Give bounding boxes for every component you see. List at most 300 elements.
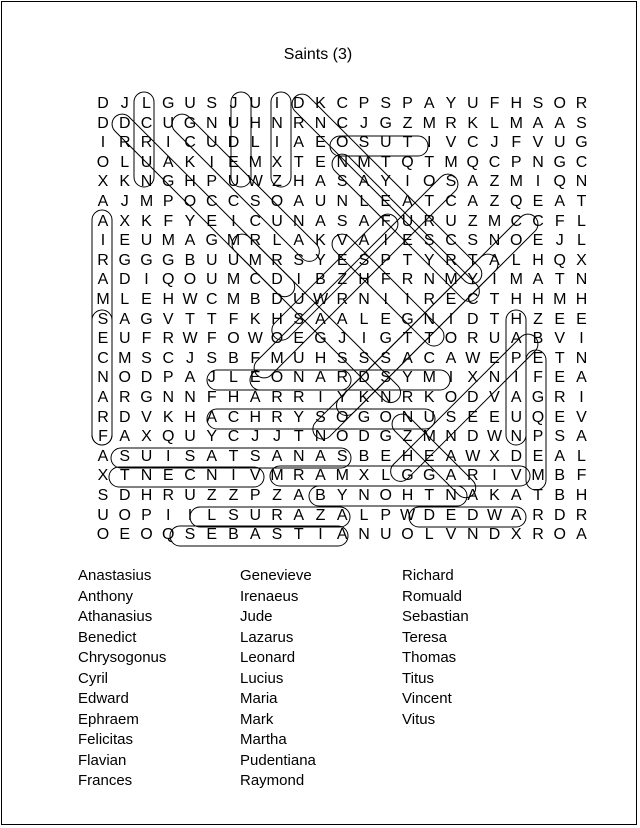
grid-letter: S — [141, 349, 152, 367]
grid-letter: S — [467, 232, 479, 250]
grid-letter: F — [380, 271, 391, 289]
grid-letter: C — [575, 153, 588, 171]
grid-letter: N — [575, 349, 588, 367]
grid-letter: H — [575, 291, 588, 308]
grid-letter: E — [402, 232, 413, 250]
grid-letter: E — [445, 506, 457, 524]
grid-letter: L — [577, 212, 586, 230]
grid-letter: S — [445, 408, 457, 426]
grid-letter: I — [383, 291, 388, 308]
grid-letter: R — [336, 369, 349, 387]
grid-letter: O — [140, 526, 153, 544]
grid-letter: N — [205, 467, 218, 485]
grid-letter: V — [532, 134, 544, 152]
grid-letter: T — [293, 526, 304, 544]
grid-letter: O — [553, 95, 566, 112]
grid-letter: J — [120, 193, 129, 210]
grid-letter: S — [336, 212, 348, 230]
grid-letter: S — [249, 447, 261, 465]
grid-letter: W — [486, 506, 503, 524]
grid-letter: J — [229, 95, 238, 112]
grid-letter: U — [488, 330, 501, 348]
grid-letter: N — [488, 369, 501, 387]
grid-letter: H — [249, 408, 262, 426]
grid-letter: R — [532, 526, 544, 544]
grid-letter: U — [140, 232, 153, 250]
grid-letter: P — [358, 95, 370, 112]
grid-letter: Z — [489, 193, 500, 210]
grid-letter: S — [97, 310, 109, 328]
grid-letter: O — [270, 193, 284, 210]
grid-letter: Y — [336, 487, 348, 504]
grid-letter: B — [315, 487, 326, 504]
grid-letter: Z — [402, 114, 413, 132]
grid-letter: T — [293, 428, 304, 446]
grid-letter: R — [423, 212, 436, 230]
grid-letter: D — [118, 408, 131, 426]
grid-letter: A — [467, 487, 479, 504]
word-list-item: Vincent — [402, 690, 452, 707]
grid-letter: D — [510, 447, 523, 465]
grid-letter: S — [554, 428, 566, 446]
grid-letter: J — [251, 428, 260, 446]
grid-letter: G — [118, 251, 131, 269]
grid-letter: N — [205, 114, 218, 132]
grid-letter: C — [249, 212, 262, 230]
grid-letter: N — [140, 467, 153, 485]
grid-letter: N — [423, 310, 436, 328]
grid-letter: C — [466, 291, 479, 308]
word-list-item: Lazarus — [240, 628, 294, 646]
grid-letter: S — [293, 310, 305, 328]
grid-letter: P — [162, 369, 174, 387]
grid-letter: M — [422, 428, 436, 446]
grid-letter: D — [466, 428, 479, 446]
grid-letter: A — [554, 193, 566, 210]
grid-letter: M — [270, 349, 284, 367]
grid-letter: A — [532, 271, 544, 289]
grid-letter: P — [380, 251, 392, 269]
grid-letter: H — [532, 291, 544, 308]
grid-letter: A — [576, 526, 587, 544]
grid-letter: A — [445, 447, 457, 465]
grid-letter: R — [97, 251, 109, 269]
grid-letter: V — [249, 467, 261, 485]
grid-letter: G — [401, 310, 414, 328]
word-list-item: Anthony — [78, 587, 134, 605]
grid-letter: T — [380, 153, 391, 171]
grid-letter: T — [554, 271, 565, 289]
grid-letter: C — [97, 349, 109, 367]
grid-letter: K — [162, 408, 174, 426]
grid-letter: Q — [401, 153, 414, 171]
grid-letter: O — [423, 173, 436, 191]
grid-letter: U — [553, 134, 566, 152]
grid-letter: C — [184, 134, 196, 152]
grid-letter: I — [166, 134, 171, 152]
grid-letter: Y — [184, 212, 196, 230]
grid-letter: R — [401, 389, 414, 406]
grid-letter: S — [119, 447, 131, 465]
grid-letter: A — [336, 310, 348, 328]
grid-letter: J — [207, 369, 216, 387]
grid-letter: D — [358, 369, 370, 387]
grid-letter: S — [336, 349, 348, 367]
grid-letter: O — [379, 408, 392, 426]
grid-letter: O — [336, 408, 349, 426]
word-list-item: Richard — [402, 567, 454, 584]
grid-letter: P — [141, 506, 152, 524]
grid-letter: A — [206, 447, 218, 465]
grid-letter: W — [465, 447, 481, 465]
grid-letter: I — [187, 506, 193, 524]
grid-letter: O — [183, 193, 197, 210]
grid-letter: Y — [293, 408, 305, 426]
word-list-item: Mark — [240, 710, 274, 728]
word-list-item: Chrysogonus — [78, 649, 167, 666]
grid-letter: I — [318, 389, 323, 406]
grid-letter: H — [401, 487, 414, 504]
grid-letter: O — [379, 487, 392, 504]
grid-letter: A — [576, 428, 587, 446]
grid-letter: H — [184, 173, 196, 191]
grid-letter: U — [205, 134, 218, 152]
grid-letter: E — [315, 134, 326, 152]
grid-letter: N — [292, 369, 305, 387]
grid-letter: W — [465, 349, 481, 367]
grid-letter: H — [510, 310, 523, 328]
grid-letter: U — [292, 349, 305, 367]
grid-letter: Z — [272, 487, 282, 504]
grid-letter: A — [249, 526, 261, 544]
grid-letter: E — [423, 447, 435, 465]
grid-letter: O — [96, 153, 110, 171]
grid-letter: M — [553, 291, 567, 308]
grid-letter: R — [445, 114, 457, 132]
grid-letter: D — [140, 369, 153, 387]
grid-letter: S — [249, 193, 261, 210]
grid-letter: B — [228, 349, 239, 367]
grid-letter: U — [227, 114, 240, 132]
grid-letter: T — [424, 487, 435, 504]
grid-letter: J — [555, 232, 564, 250]
word-list-item: Irenaeus — [240, 587, 299, 605]
grid-letter: J — [490, 134, 499, 152]
grid-letter: X — [97, 173, 109, 191]
grid-letter: B — [554, 467, 566, 485]
grid-letter: G — [205, 232, 218, 250]
grid-letter: S — [423, 232, 435, 250]
grid-letter: B — [532, 330, 544, 348]
grid-letter: F — [206, 389, 217, 406]
grid-letter: F — [163, 212, 174, 230]
grid-letter: I — [405, 291, 410, 308]
grid-letter: Y — [336, 389, 348, 406]
grid-letter: C — [184, 467, 196, 485]
grid-letter: U — [249, 506, 262, 524]
grid-letter: N — [445, 487, 457, 504]
grid-letter: Q — [466, 153, 479, 171]
grid-letter: I — [405, 173, 410, 191]
grid-letter: H — [162, 291, 175, 308]
grid-letter: R — [271, 251, 283, 269]
grid-letter: V — [445, 526, 457, 544]
grid-letter: P — [249, 487, 261, 504]
grid-letter: D — [97, 114, 109, 132]
grid-letter: A — [402, 193, 413, 210]
grid-letter: A — [97, 447, 109, 465]
grid-letter: H — [575, 487, 588, 504]
grid-letter: F — [554, 212, 565, 230]
grid-letter: N — [401, 408, 414, 426]
grid-letter: N — [532, 153, 544, 171]
grid-letter: H — [249, 114, 262, 132]
grid-letter: G — [162, 251, 175, 269]
grid-letter: N — [379, 389, 392, 406]
grid-letter: N — [162, 389, 175, 406]
grid-letter: T — [402, 251, 413, 269]
grid-letter: S — [97, 487, 109, 504]
grid-letter: O — [96, 526, 110, 544]
grid-letter: R — [97, 408, 109, 426]
grid-letter: G — [162, 173, 175, 191]
grid-letter: W — [399, 506, 416, 524]
grid-letter: L — [359, 506, 369, 524]
grid-letter: X — [510, 526, 522, 544]
grid-letter: X — [271, 153, 283, 171]
grid-letter: R — [292, 114, 305, 132]
grid-letter: M — [487, 212, 502, 230]
word-list-item: Thomas — [402, 649, 457, 666]
grid-letter: M — [509, 271, 523, 289]
grid-letter: E — [532, 447, 544, 465]
grid-letter: C — [445, 193, 457, 210]
grid-letter: A — [97, 389, 109, 406]
grid-letter: G — [314, 330, 327, 348]
grid-letter: I — [318, 526, 323, 544]
grid-letter: A — [293, 134, 305, 152]
grid-letter: U — [205, 271, 218, 289]
grid-letter: C — [140, 114, 153, 132]
grid-letter: N — [292, 447, 305, 465]
word-list-item: Edward — [78, 690, 129, 707]
grid-letter: K — [184, 153, 196, 171]
grid-letter: P — [510, 349, 522, 367]
grid-letter: G — [140, 251, 153, 269]
grid-letter: L — [142, 95, 151, 112]
grid-letter: E — [380, 193, 392, 210]
grid-letter: I — [166, 447, 171, 465]
grid-letter: T — [424, 330, 435, 348]
grid-letter: E — [336, 251, 348, 269]
grid-letter: A — [445, 349, 457, 367]
grid-letter: I — [144, 271, 149, 289]
grid-letter: D — [466, 506, 479, 524]
grid-letter: E — [532, 193, 544, 210]
grid-letter: R — [575, 95, 588, 112]
grid-letter: O — [270, 330, 284, 348]
grid-letter: E — [489, 349, 500, 367]
grid-letter: A — [532, 114, 544, 132]
grid-letter: I — [535, 173, 541, 191]
grid-letter: D — [466, 389, 479, 406]
grid-letter: B — [315, 271, 326, 289]
grid-letter: N — [336, 153, 349, 171]
grid-letter: F — [141, 330, 152, 348]
grid-letter: S — [576, 114, 587, 132]
grid-letter: R — [162, 330, 175, 348]
grid-letter: K — [315, 95, 326, 112]
grid-letter: H — [314, 349, 327, 367]
grid-letter: I — [427, 134, 432, 152]
grid-letter: L — [424, 526, 434, 544]
grid-letter: A — [315, 310, 326, 328]
grid-letter: V — [162, 310, 174, 328]
grid-letter: F — [489, 95, 500, 112]
grid-letter: A — [467, 173, 479, 191]
grid-letter: A — [510, 487, 522, 504]
word-list-item: Cyril — [78, 669, 108, 687]
grid-letter: F — [206, 330, 217, 348]
grid-letter: D — [97, 95, 109, 112]
grid-letter: B — [249, 291, 261, 308]
grid-letter: U — [423, 408, 436, 426]
grid-letter: K — [119, 173, 131, 191]
grid-letter: N — [575, 271, 588, 289]
grid-letter: D — [118, 487, 131, 504]
grid-letter: J — [273, 428, 281, 446]
grid-letter: V — [510, 467, 522, 485]
grid-letter: V — [554, 330, 566, 348]
grid-letter: L — [359, 310, 369, 328]
grid-letter: G — [531, 389, 545, 406]
grid-letter: M — [226, 271, 241, 289]
word-list-item: Ephraem — [78, 710, 139, 728]
grid-letter: Y — [402, 369, 413, 387]
page-title: Saints (3) — [283, 46, 353, 63]
grid-letter: N — [336, 193, 349, 210]
grid-letter: T — [293, 153, 304, 171]
grid-letter: N — [423, 271, 436, 289]
grid-letter: A — [315, 173, 326, 191]
grid-letter: T — [119, 467, 130, 485]
grid-letter: O — [336, 134, 349, 152]
grid-letter: S — [380, 349, 392, 367]
grid-letter: M — [96, 291, 110, 308]
grid-letter: C — [227, 193, 240, 210]
grid-letter: C — [227, 408, 240, 426]
grid-letter: O — [183, 271, 197, 289]
grid-letter: M — [531, 467, 545, 485]
grid-letter: A — [293, 232, 305, 250]
grid-letter: Y — [445, 95, 457, 112]
grid-letter: Q — [162, 526, 175, 544]
grid-letter: E — [489, 408, 500, 426]
grid-letter: O — [553, 526, 566, 544]
grid-letter: D — [227, 134, 240, 152]
grid-letter: I — [448, 369, 454, 387]
grid-letter: A — [554, 114, 566, 132]
grid-letter: E — [206, 526, 218, 544]
grid-letter: K — [141, 212, 152, 230]
grid-letter: S — [358, 349, 370, 367]
grid-letter: E — [119, 526, 131, 544]
grid-letter: X — [141, 428, 152, 446]
grid-letter: J — [338, 330, 347, 348]
grid-letter: I — [274, 134, 280, 152]
grid-letter: S — [336, 173, 348, 191]
grid-letter: M — [422, 369, 436, 387]
grid-letter: N — [488, 232, 501, 250]
grid-letter: Z — [228, 487, 239, 504]
grid-letter: G — [140, 389, 153, 406]
grid-letter: W — [486, 428, 503, 446]
grid-letter: U — [445, 212, 457, 230]
grid-letter: M — [161, 232, 175, 250]
grid-letter: M — [226, 291, 241, 308]
grid-letter: U — [227, 251, 240, 269]
grid-letter: C — [205, 193, 218, 210]
grid-letter: N — [510, 428, 523, 446]
grid-letter: U — [184, 487, 196, 504]
grid-letter: U — [227, 173, 240, 191]
grid-letter: M — [422, 114, 436, 132]
grid-letter: A — [358, 232, 370, 250]
grid-letter: U — [184, 95, 196, 112]
grid-letter: G — [140, 310, 153, 328]
grid-letter: Q — [531, 408, 545, 426]
grid-letter: I — [231, 212, 236, 230]
grid-letter: S — [184, 447, 196, 465]
grid-letter: U — [466, 95, 479, 112]
grid-letter: M — [444, 153, 458, 171]
grid-letter: N — [358, 526, 370, 544]
grid-letter: U — [140, 153, 153, 171]
grid-letter: C — [488, 153, 501, 171]
grid-letter: S — [380, 95, 392, 112]
grid-letter: Q — [510, 193, 523, 210]
word-list-item: Anastasius — [78, 567, 152, 584]
grid-letter: W — [247, 173, 263, 191]
grid-letter: Z — [402, 428, 413, 446]
grid-letter: R — [401, 271, 414, 289]
grid-letter: E — [315, 153, 326, 171]
grid-letter: C — [510, 212, 523, 230]
grid-letter: H — [271, 310, 283, 328]
grid-letter: A — [184, 232, 196, 250]
word-list-item: Sebastian — [402, 608, 469, 625]
grid-letter: N — [466, 526, 479, 544]
grid-letter: Q — [162, 428, 175, 446]
grid-letter: E — [445, 291, 457, 308]
grid-letter: B — [554, 487, 566, 504]
grid-letter: T — [576, 193, 587, 210]
grid-letter: T — [424, 193, 435, 210]
grid-letter: A — [293, 487, 305, 504]
grid-letter: I — [166, 506, 171, 524]
word-list-item: Genevieve — [240, 567, 312, 584]
grid-letter: E — [380, 447, 392, 465]
grid-letter: F — [228, 310, 239, 328]
grid-letter: Z — [467, 212, 478, 230]
grid-letter: Q — [553, 251, 566, 269]
grid-letter: N — [358, 487, 370, 504]
grid-letter: R — [118, 134, 131, 152]
grid-letter: T — [402, 134, 413, 152]
grid-letter: E — [97, 330, 109, 348]
grid-letter: A — [119, 428, 131, 446]
grid-letter: G — [357, 408, 371, 426]
